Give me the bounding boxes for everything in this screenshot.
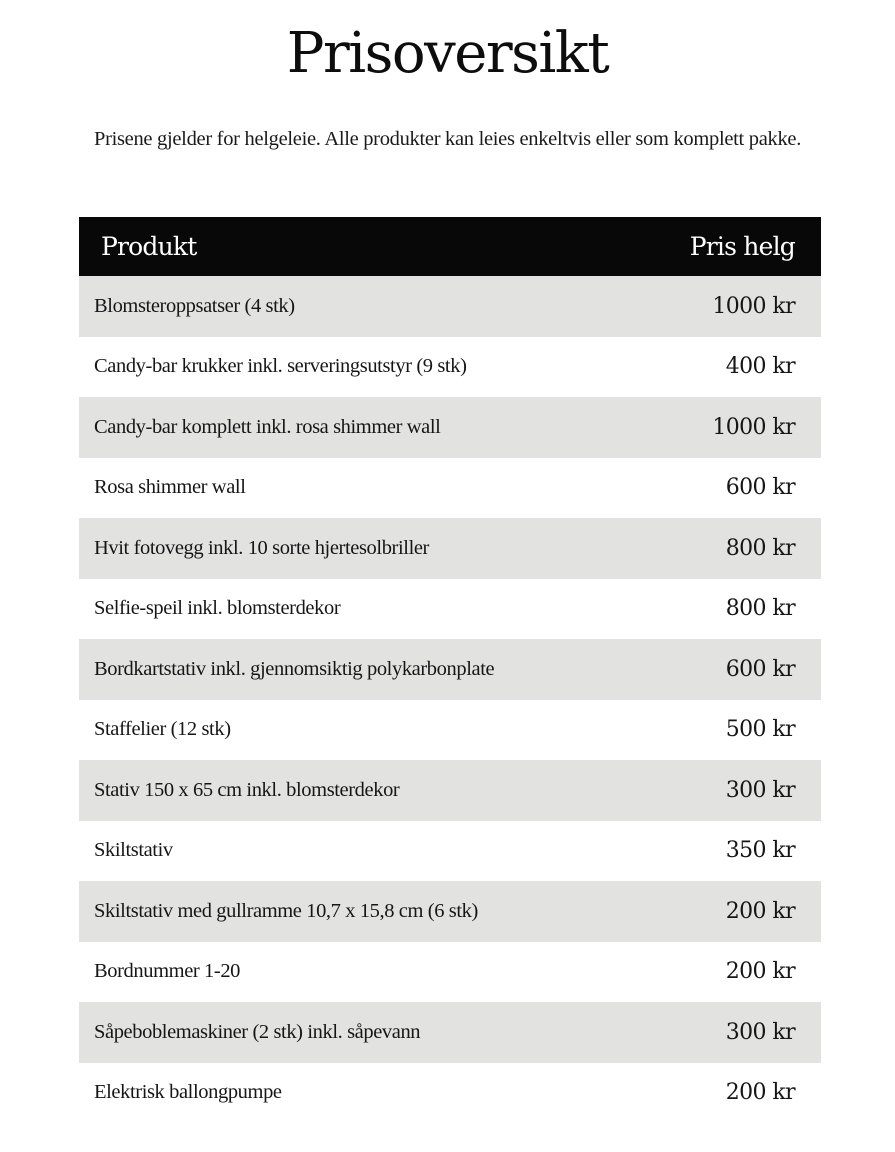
table-row <box>79 881 821 942</box>
product-price: 500 kr <box>725 717 795 743</box>
product-price: 200 kr <box>725 959 795 985</box>
product-name: Såpeboblemaskiner (2 stk) inkl. såpevann <box>94 1020 421 1043</box>
table-row <box>79 700 821 761</box>
price-table <box>79 217 821 1123</box>
product-name: Bordnummer 1-20 <box>94 960 241 983</box>
product-name: Selfie-speil inkl. blomsterdekor <box>94 597 341 620</box>
table-row <box>79 760 821 821</box>
product-name: Blomsteroppsatser (4 stk) <box>94 294 295 317</box>
table-header-row <box>79 217 821 276</box>
table-row <box>79 579 821 640</box>
product-name: Rosa shimmer wall <box>94 476 246 499</box>
table-row <box>79 821 821 882</box>
table-row <box>79 276 821 337</box>
product-price: 600 kr <box>725 475 795 501</box>
table-row <box>79 1002 821 1063</box>
product-name: Candy-bar komplett inkl. rosa shimmer wall <box>94 415 441 438</box>
table-row <box>79 337 821 398</box>
product-name: Stativ 150 x 65 cm inkl. blomsterdekor <box>94 778 400 801</box>
product-name: Hvit fotovegg inkl. 10 sorte hjertesolbriller <box>94 536 429 559</box>
table-row <box>79 942 821 1003</box>
product-price: 300 kr <box>725 777 795 803</box>
product-price: 800 kr <box>725 596 795 622</box>
table-row <box>79 518 821 579</box>
product-column-header: Produkt <box>101 232 197 261</box>
table-row <box>79 397 821 458</box>
table-row <box>79 639 821 700</box>
product-price: 350 kr <box>725 838 795 864</box>
product-name: Bordkartstativ inkl. gjennomsiktig polykarbonplate <box>94 657 495 680</box>
product-price: 800 kr <box>725 535 795 561</box>
product-name: Candy-bar krukker inkl. serveringsutstyr (9 stk) <box>94 355 467 378</box>
product-name: Elektrisk ballongpumpe <box>94 1081 282 1104</box>
product-price: 1000 kr <box>712 293 795 319</box>
page-title: Prisoversikt <box>286 21 609 86</box>
product-price: 200 kr <box>725 1080 795 1106</box>
price-column-header: Pris helg <box>689 232 795 261</box>
intro-text: Prisene gjelder for helgeleie. Alle produkter kan leies enkeltvis eller som komplett pakke. <box>93 128 802 150</box>
product-price: 200 kr <box>725 898 795 924</box>
product-price: 400 kr <box>725 354 795 380</box>
product-price: 1000 kr <box>712 414 795 440</box>
table-row <box>79 458 821 519</box>
product-price: 300 kr <box>725 1019 795 1045</box>
product-name: Skiltstativ <box>94 839 173 862</box>
table-row <box>79 1063 821 1124</box>
product-name: Staffelier (12 stk) <box>94 718 231 741</box>
product-name: Skiltstativ med gullramme 10,7 x 15,8 cm (6 stk) <box>94 899 478 922</box>
product-price: 600 kr <box>725 656 795 682</box>
